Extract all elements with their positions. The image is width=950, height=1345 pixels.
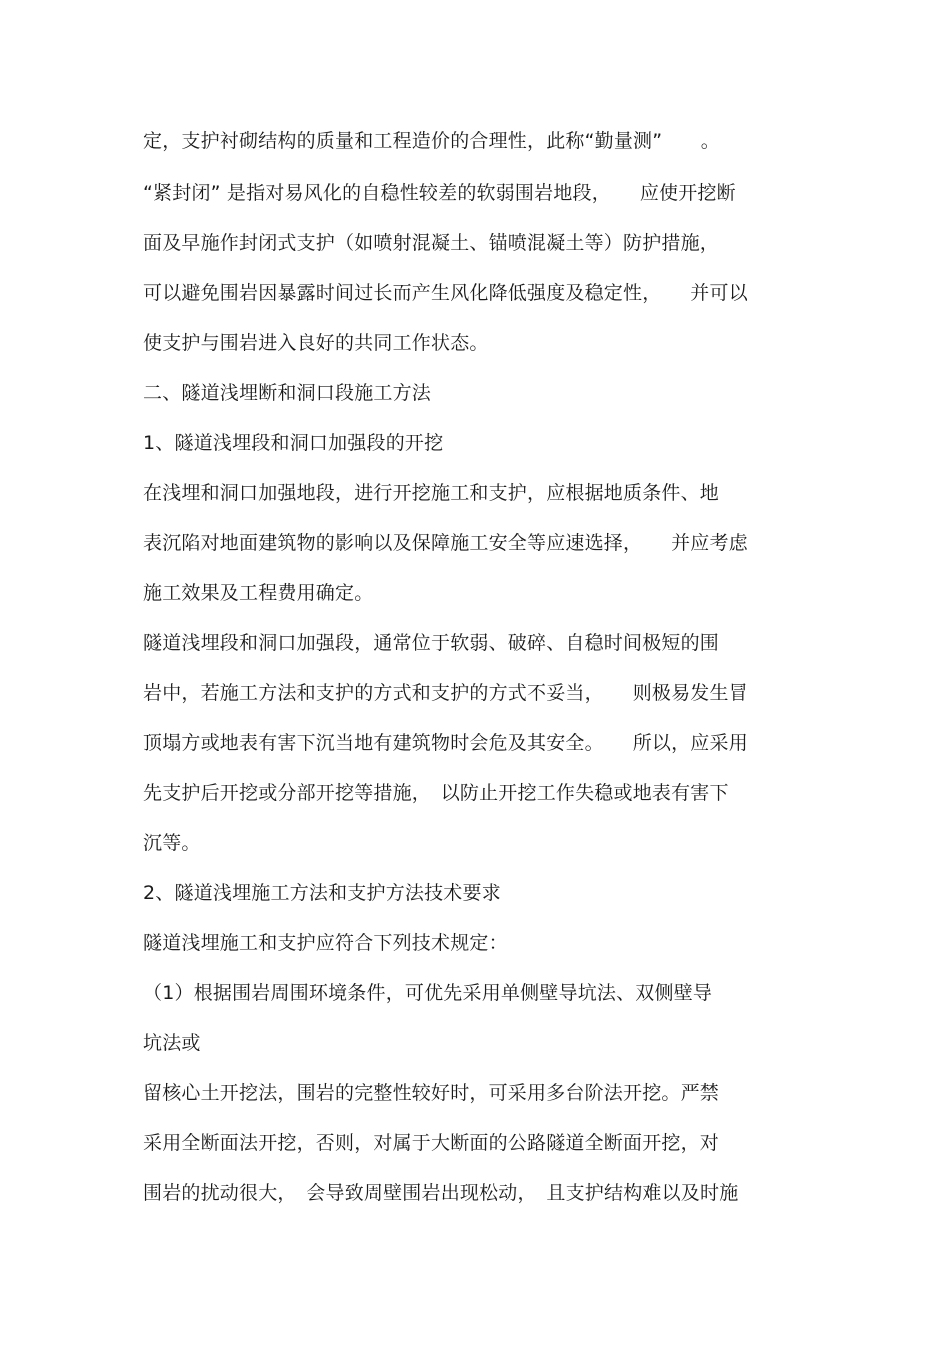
text-line: 隧道浅埋施工和支护应符合下列技术规定： (143, 932, 508, 954)
text-line: 表沉陷对地面建筑物的影响以及保障施工安全等应速选择， 并应考虑 (143, 532, 748, 554)
text-line: 使支护与围岩进入良好的共同工作状态。 (143, 332, 489, 354)
text-line: 岩中，若施工方法和支护的方式和支护的方式不妥当， 则极易发生冒 (143, 682, 748, 704)
text-line: 留核心土开挖法，围岩的完整性较好时，可采用多台阶法开挖。严禁 (143, 1082, 720, 1104)
text-line: 先支护后开挖或分部开挖等措施， 以防止开挖工作失稳或地表有害下 (143, 782, 729, 804)
text-line: 沉等。 (143, 832, 201, 854)
text-line: 定，支护衬砌结构的质量和工程造价的合理性，此称“勤量测” 。 (143, 130, 720, 152)
text-line: “紧封闭” 是指对易风化的自稳性较差的软弱围岩地段， 应使开挖断 (143, 182, 736, 204)
text-line: 施工效果及工程费用确定。 (143, 582, 374, 604)
text-line: 顶塌方或地表有害下沉当地有建筑物时会危及其安全。 所以，应采用 (143, 732, 748, 754)
subsection-heading: 2、隧道浅埋施工方法和支护方法技术要求 (143, 882, 501, 904)
list-item: （1）根据围岩周围环境条件，可优先采用单侧壁导坑法、双侧壁导 (143, 982, 713, 1004)
text-line: 可以避免围岩因暴露时间过长而产生风化降低强度及稳定性， 并可以 (143, 282, 748, 304)
text-line: 围岩的扰动很大， 会导致周壁围岩出现松动， 且支护结构难以及时施 (143, 1182, 739, 1204)
text-line: 坑法或 (143, 1032, 201, 1054)
text-line: 在浅埋和洞口加强地段，进行开挖施工和支护，应根据地质条件、地 (143, 482, 720, 504)
text-line: 面及早施作封闭式支护（如喷射混凝土、锚喷混凝土等）防护措施， (143, 232, 720, 254)
text-line: 隧道浅埋段和洞口加强段，通常位于软弱、破碎、自稳时间极短的围 (143, 632, 720, 654)
section-heading: 二、隧道浅埋断和洞口段施工方法 (143, 382, 432, 404)
subsection-heading: 1、隧道浅埋段和洞口加强段的开挖 (143, 432, 444, 454)
text-line: 采用全断面法开挖，否则，对属于大断面的公路隧道全断面开挖，对 (143, 1132, 720, 1154)
